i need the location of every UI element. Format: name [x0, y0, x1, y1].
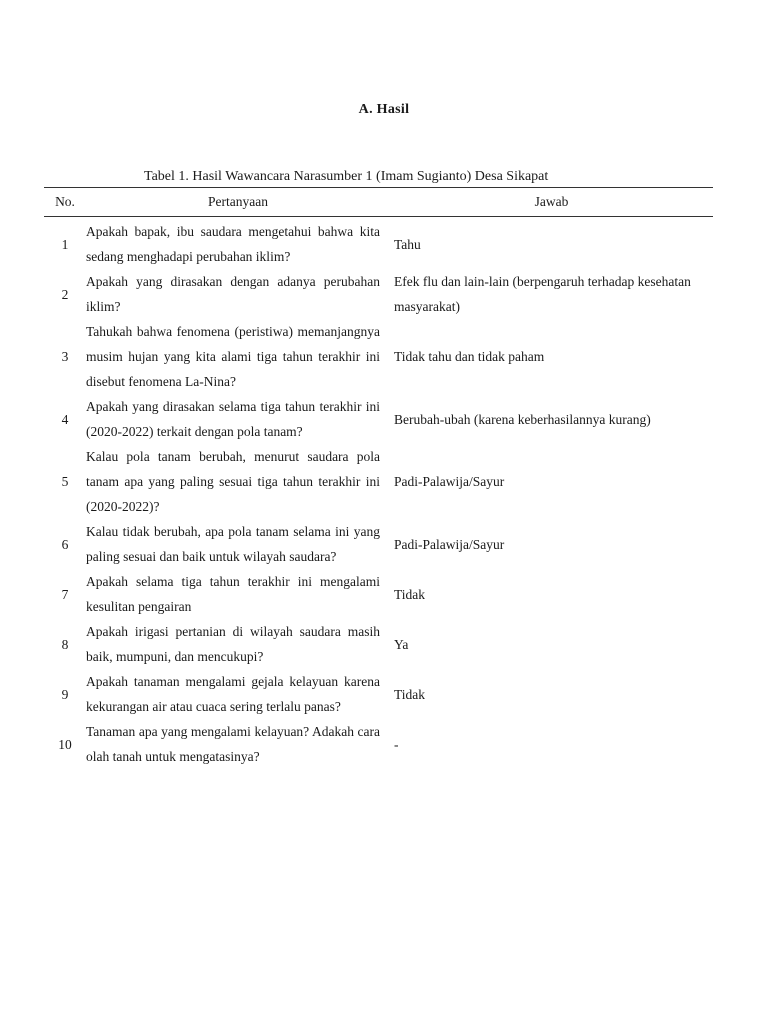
table-row	[44, 217, 713, 270]
row-answer: Padi-Palawija/Sayur	[394, 536, 505, 552]
column-header-question: Pertanyaan	[86, 188, 390, 217]
section-heading: A. Hasil	[358, 102, 410, 117]
table-row	[44, 319, 713, 394]
table-row	[44, 719, 713, 769]
row-number: 1	[61, 236, 69, 252]
table-row	[44, 444, 713, 519]
row-question: Kalau pola tanam berubah, menurut saudara pola tanam apa yang paling sesuai tiga tahun terakhir ini (2020-2022)?	[86, 449, 380, 514]
row-number: 8	[61, 636, 69, 652]
column-header-answer: Jawab	[390, 188, 713, 217]
table-row	[44, 519, 713, 569]
row-question: Apakah selama tiga tahun terakhir ini mengalami kesulitan pengairan	[86, 574, 380, 614]
row-number: 7	[61, 586, 69, 602]
row-number: 10	[58, 736, 72, 752]
row-question: Apakah bapak, ibu saudara mengetahui bahwa kita sedang menghadapi perubahan iklim?	[86, 224, 380, 264]
row-answer: Tahu	[394, 236, 421, 252]
table-body	[44, 217, 713, 770]
row-number: 3	[61, 349, 69, 364]
row-question: Apakah irigasi pertanian di wilayah saudara masih baik, mumpuni, dan mencukupi?	[86, 624, 380, 664]
row-answer: Ya	[394, 636, 409, 652]
row-question: Tahukah bahwa fenomena (peristiwa) memanjangnya musim hujan yang kita alami tiga tahun terakhir ini disebut fenomena La-Nina?	[86, 324, 380, 389]
row-answer: -	[394, 736, 399, 752]
interview-table	[44, 187, 713, 769]
table-row	[44, 669, 713, 719]
table-row	[44, 269, 713, 319]
table-row	[44, 394, 713, 444]
table-row	[44, 619, 713, 669]
row-question: Tanaman apa yang mengalami kelayuan? Adakah cara olah tanah untuk mengatasinya?	[86, 724, 380, 764]
row-number: 2	[61, 286, 69, 302]
row-answer: Berubah-ubah (karena keberhasilannya kurang)	[394, 411, 651, 427]
row-number: 4	[61, 411, 69, 427]
row-question: Apakah tanaman mengalami gejala kelayuan karena kekurangan air atau cuaca sering terlalu panas?	[86, 674, 380, 714]
table-header-row	[44, 188, 713, 217]
row-answer: Tidak	[394, 686, 426, 702]
row-number: 6	[61, 536, 69, 552]
row-question: Apakah yang dirasakan selama tiga tahun terakhir ini (2020-2022) terkait dengan pola tanam?	[86, 399, 380, 439]
column-header-no: No.	[44, 188, 86, 217]
row-answer: Tidak	[394, 586, 426, 602]
table-row	[44, 569, 713, 619]
row-number: 5	[61, 474, 69, 489]
row-answer: Tidak tahu dan tidak paham	[394, 349, 545, 364]
row-answer: Padi-Palawija/Sayur	[394, 474, 505, 489]
row-number: 9	[61, 686, 69, 702]
row-question: Apakah yang dirasakan dengan adanya perubahan iklim?	[86, 274, 380, 314]
table-caption: Tabel 1. Hasil Wawancara Narasumber 1 (Imam Sugianto) Desa Sikapat	[144, 169, 549, 184]
row-answer: Efek flu dan lain-lain (berpengaruh terhadap kesehatan masyarakat)	[394, 274, 691, 314]
row-question: Kalau tidak berubah, apa pola tanam selama ini yang paling sesuai dan baik untuk wilayah saudara?	[86, 524, 380, 564]
